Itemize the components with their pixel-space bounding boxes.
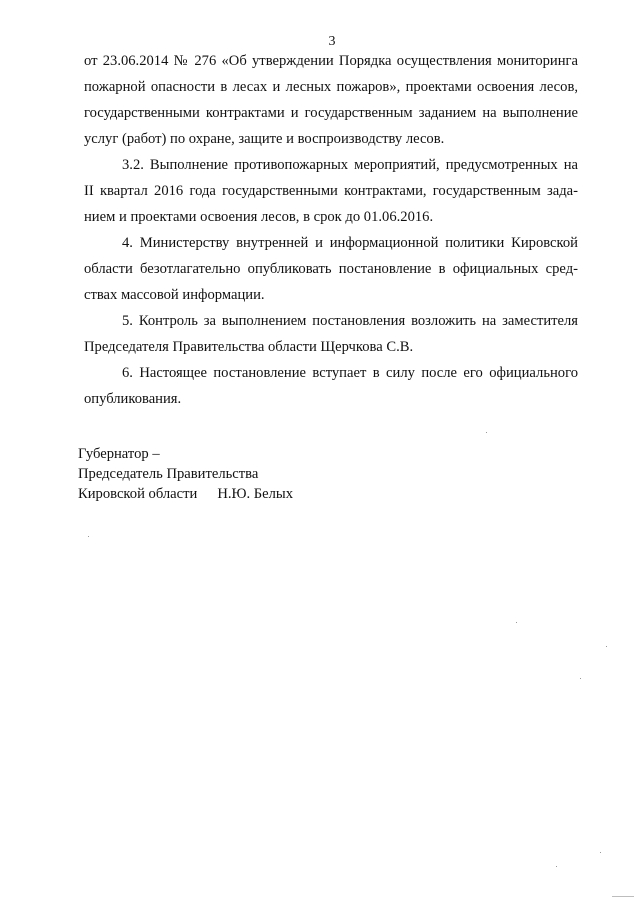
- signature-block: [78, 444, 293, 504]
- scan-edge-mark: [612, 896, 634, 897]
- paragraph-6: 6. Настоящее постановление вступает в силу после его официального опубликования.: [84, 365, 578, 407]
- scan-speck: [516, 622, 517, 623]
- scan-speck: [600, 852, 601, 853]
- paragraph-4: 4. Министерству внутренней и информационной политики Кировской области безотлагательно опубликовать постановление в официальных средствах массовой информации.: [84, 235, 578, 303]
- scan-speck: [606, 646, 607, 647]
- scan-speck: [88, 536, 89, 537]
- paragraph-continuation: от 23.06.2014 № 276 «Об утверждении Порядка осуществления мониторинга пожарной опасности в лесах и лесных пожаров», проектами освоения лесов, государственными контрактами и государственным заданием на выполнение услуг (работ) по охране, защите и воспроизводству лесов.: [84, 53, 578, 147]
- signatory-name: Н.Ю. Белых: [217, 486, 294, 502]
- signature-region: Кировской области: [78, 486, 198, 502]
- scan-speck: [580, 678, 581, 679]
- paragraph-5: 5. Контроль за выполнением постановления возложить на заместителя Председателя Правительства области Щерчкова С.В.: [84, 313, 578, 355]
- scan-speck: [556, 866, 557, 867]
- signature-title-governor: Губернатор –: [78, 446, 160, 462]
- document-body: [84, 48, 578, 412]
- scan-speck: [486, 432, 487, 433]
- signature-region-line: [78, 484, 293, 504]
- page-number: 3: [328, 34, 336, 49]
- signature-title-chairman: Председатель Правительства: [78, 466, 259, 482]
- paragraph-3-2: 3.2. Выполнение противопожарных мероприятий, предусмотренных на II квартал 2016 года государственными контрактами, государственным заданием и проектами освоения лесов, в срок до 01.06.2016.: [84, 157, 578, 225]
